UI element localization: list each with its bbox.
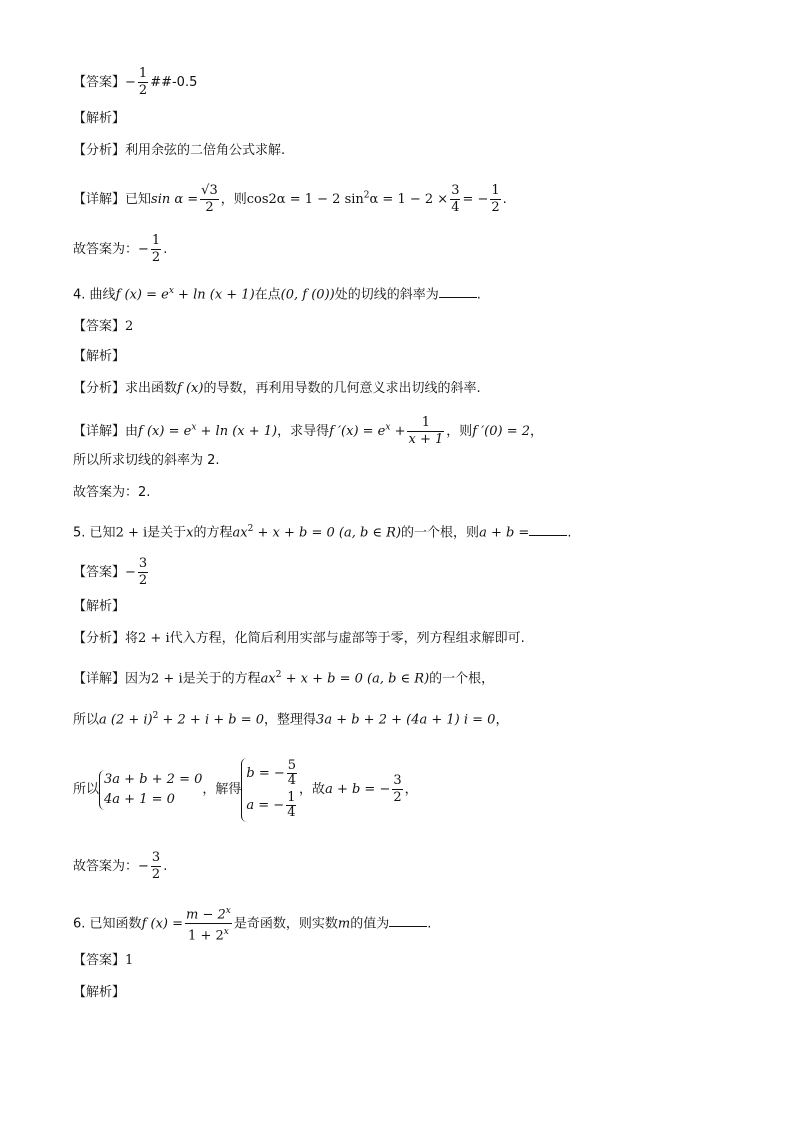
analysis-label: 【解析】 <box>73 599 126 614</box>
xiangjie-line-q3: 【详解】已知sin α = $\frac{√3}{2}$ ，则cos2α = 1 − 2 $\sin^2\alpha = 1 - 2$ × $\frac{3}{4}$ = − $\frac{1}{2}$ . <box>73 183 507 215</box>
equation-system: 3a + b + 2 = 0 4a + 1 = 0 <box>99 770 202 810</box>
fraction: $\frac{m - 2^x}{1 + 2^x}$ <box>185 903 232 945</box>
answer-blank <box>529 521 567 536</box>
solution-system: b = − $\frac{5}{4}$ a = − $\frac{1}{4}$ <box>241 758 299 822</box>
analysis-label: 【解析】 <box>73 111 126 126</box>
fraction: $\frac{√3}{2}$ <box>201 183 218 215</box>
fraction: $\frac{1}{4}$ <box>287 789 296 820</box>
answer-blank <box>389 912 427 927</box>
fraction: $\frac{5}{4}$ <box>287 757 297 788</box>
so-line-q5b: 所以 3a + b + 2 = 0 4a + 1 = 0 ，解得 b = − $\frac{5}{4}$ a = − $\frac{1}{4}$ ，故a + b = − $\frac{3}{2}$ ， <box>73 757 418 820</box>
fraction: $\frac{1}{2}$ <box>151 233 161 265</box>
answer-line-q4: 【答案】2 <box>73 319 134 334</box>
fenxi-line-q4: 【分析】求出函数f (x)的导数，再利用导数的几何意义求出切线的斜率. <box>73 381 481 396</box>
answer-line-q3: 【答案】− $\frac{1}{2}$ ##-0.5 <box>73 66 198 98</box>
fenxi-line-q3: 【分析】利用余弦的二倍角公式求解. <box>73 143 286 158</box>
fraction: $\frac{3}{2}$ <box>151 850 161 882</box>
conclusion-line-q4: 故答案为：2. <box>73 485 151 500</box>
answer-label: 【答案】 <box>73 75 126 90</box>
fraction: $\frac{1}{2}$ <box>491 183 500 215</box>
fenxi-line-q5: 【分析】将2 + i代入方程，化简后利用实部与虚部等于零，列方程组求解即可. <box>73 631 525 646</box>
analysis-label: 【解析】 <box>73 349 126 364</box>
fraction: $\frac{1}{2}$ <box>138 66 148 98</box>
answer-line-q5: 【答案】− $\frac{3}{2}$ <box>73 556 148 588</box>
conclusion-line-q3: 故答案为：− $\frac{1}{2}$ . <box>73 233 168 265</box>
question-5: 5. 已知2 + i是关于x的方程$ax^2 + x + b = 0$ (a, b ∈ R)的一个根，则a + b = . <box>73 520 571 542</box>
fraction: $\frac{3}{2}$ <box>393 773 402 805</box>
analysis-label: 【解析】 <box>73 985 126 1000</box>
conclusion-line-q5: 故答案为：− $\frac{3}{2}$ . <box>73 850 168 882</box>
xiangjie-line-q5: 【详解】因为2 + i是关于的方程$ax^2 + x + b = 0$ (a, b ∈ R)的一个根， <box>73 670 495 687</box>
fraction: $\frac{3}{4}$ <box>451 183 460 215</box>
fraction: $\frac{1}{x + 1}$ <box>408 415 444 447</box>
xiangjie-line-q4: 【详解】由f $(x) = e^x + \ln (x + 1)$，求导得f $'(x) = e^x$ + $\frac{1}{x + 1}$ ，则f ′(0) = 2， <box>73 415 544 447</box>
question-4: 4. 曲线f $(x) = e^x + \ln (x + 1)$在点(0, f (0))处的切线的斜率为 . <box>73 282 481 304</box>
answer-blank <box>439 283 477 298</box>
so-line-q4: 所以所求切线的斜率为 2. <box>73 453 220 468</box>
fraction: $\frac{3}{2}$ <box>138 556 148 588</box>
answer-line-q6: 【答案】1 <box>73 953 134 968</box>
question-6: 6. 已知函数f (x) = $\frac{m - 2^x}{1 + 2^x}$ 是奇函数，则实数m的值为 . <box>73 903 431 945</box>
so-line-q5a: 所以a $(2 + i)^2 + 2 + i + b = 0$，整理得3a + b + 2 + (4a + 1) i = 0， <box>73 711 509 728</box>
